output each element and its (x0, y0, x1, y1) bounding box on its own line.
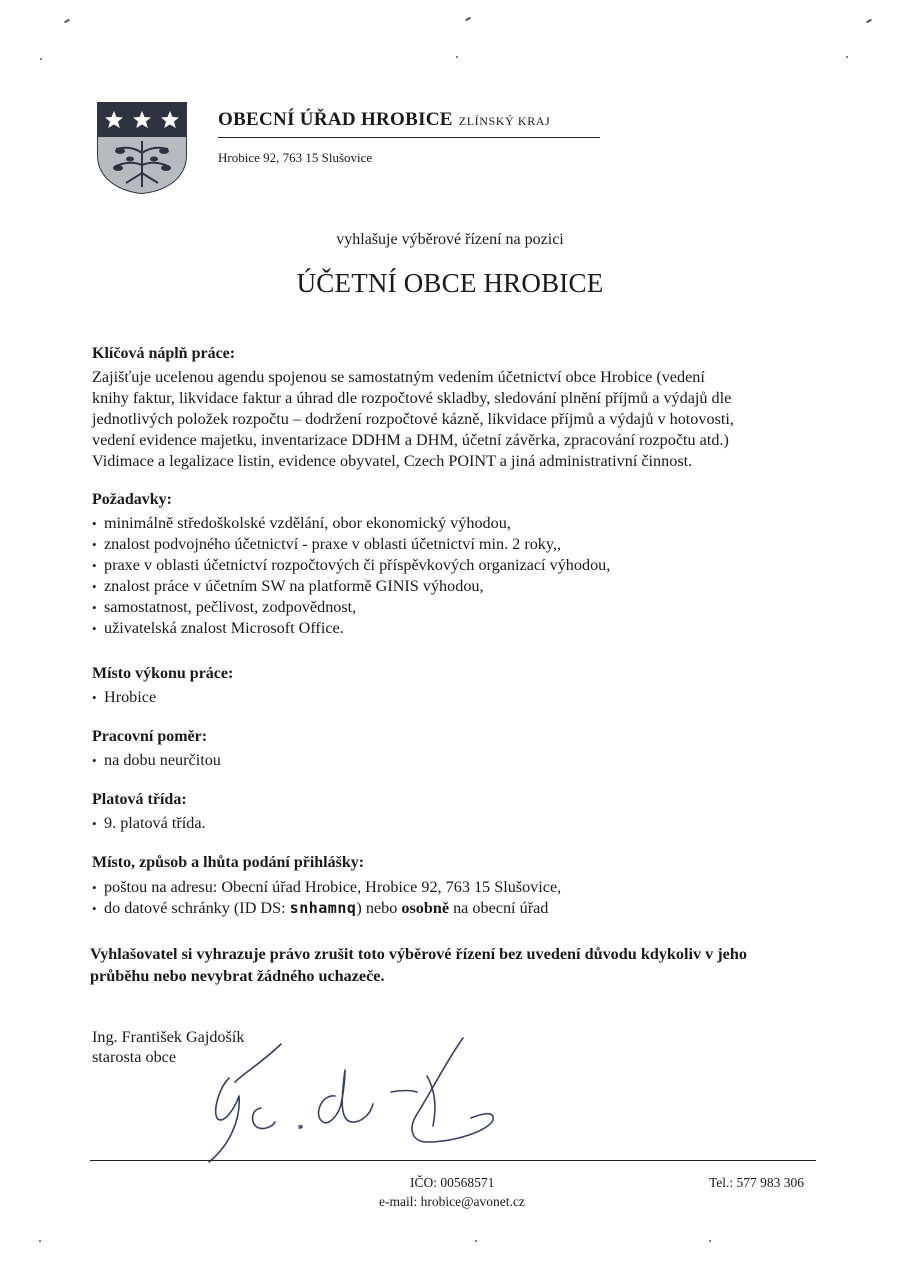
announcement-text: vyhlašuje výběrové řízení na pozici (336, 231, 564, 248)
municipal-coat-of-arms (96, 101, 188, 195)
duties-line: Zajišťuje ucelenou agendu spojenou se samostatným vedením účetnictví obce Hrobice (vedení (92, 368, 705, 386)
duties-heading: Klíčová náplň práce: (92, 345, 236, 362)
scan-speck (456, 56, 458, 58)
region-label: ZLÍNSKÝ KRAJ (458, 114, 551, 128)
workplace-heading: Místo výkonu práce: (92, 665, 234, 682)
office-name-text: OBECNÍ ÚŘAD HROBICE (218, 109, 453, 130)
list-item: • samostatnost, pečlivost, zodpovědnost, (92, 597, 610, 618)
application-heading: Místo, způsob a lhůta podání přihlášky: (92, 854, 365, 871)
scan-speck (709, 1240, 711, 1242)
footer-email: e-mail: hrobice@avonet.cz (379, 1194, 525, 1209)
duties-line: jednotlivých položek rozpočtu – dodržení rozpočtové kázně, likvidace příjmů a výdajů v hotovosti, (92, 410, 734, 428)
duties-line: knihy faktur, likvidace faktur a úhrad dle rozpočtové skladby, sledování plnění příjmů a výdajů dle (92, 389, 732, 407)
footer-divider (90, 1160, 816, 1161)
duties-text (92, 367, 832, 472)
ds-prefix: do datové schránky (ID DS: (104, 899, 290, 917)
list-item: • uživatelská znalost Microsoft Office. (92, 618, 610, 639)
scan-speck (39, 1240, 41, 1242)
scan-speck (475, 1240, 477, 1242)
list-item: • na dobu neurčitou (92, 750, 221, 771)
closing-note: Vyhlašovatel si vyhrazuje právo zrušit toto výběrové řízení bez uvedení důvodu kdykoliv v jeho průběhu nebo nevybrat žádného uchazeče. (90, 945, 747, 985)
duties-line: vedení evidence majetku, inventarizace DDHM a DHM, účetní závěrka, zpracování rozpočtu atd.) (92, 431, 729, 449)
header-divider (218, 137, 600, 138)
list-item: • Hrobice (92, 687, 156, 708)
position-title: ÚČETNÍ OBCE HROBICE (296, 268, 604, 298)
requirements-heading: Požadavky: (92, 491, 172, 508)
footer-phone: Tel.: 577 983 306 (709, 1175, 805, 1190)
list-item: • 9. platová třída. (92, 813, 206, 834)
list-item: • praxe v oblasti účetnictví rozpočtových či příspěvkových organizací výhodou, (92, 555, 610, 576)
duties-line: Vidimace a legalizace listin, evidence obyvatel, Czech POINT a jiná administrativní činnost. (92, 452, 693, 470)
ds-bold: osobně (401, 899, 450, 917)
list-item: • minimálně středoškolské vzdělání, obor ekonomický výhodou, (92, 513, 610, 534)
handwritten-signature (195, 1030, 505, 1165)
scan-speck (846, 56, 848, 58)
scan-speck (866, 19, 872, 24)
footer-ico: IČO: 00568571 (410, 1175, 495, 1190)
list-item-data-box (92, 898, 561, 919)
list-item: • znalost podvojného účetnictví - praxe v oblasti účetnictví min. 2 roky,, (92, 534, 610, 555)
scan-speck (465, 17, 471, 22)
list-item: • znalost práce v účetním SW na platformě GINIS výhodou, (92, 576, 610, 597)
salary-heading: Platová třída: (92, 791, 187, 808)
signatory-role: starosta obce (92, 1048, 177, 1066)
employment-heading: Pracovní poměr: (92, 728, 208, 745)
ds-middle: ) nebo (356, 899, 402, 917)
requirements-list (92, 513, 610, 639)
data-box-id: snhamnq (289, 899, 357, 917)
list-item: • poštou na adresu: Obecní úřad Hrobice, Hrobice 92, 763 15 Slušovice, (92, 877, 561, 898)
scan-speck (64, 19, 70, 24)
office-address: Hrobice 92, 763 15 Slušovice (218, 150, 373, 165)
scan-speck (40, 58, 42, 60)
office-name (218, 109, 550, 131)
signatory-name: Ing. František Gajdošík (92, 1028, 245, 1046)
ds-suffix: na obecní úřad (449, 899, 549, 917)
